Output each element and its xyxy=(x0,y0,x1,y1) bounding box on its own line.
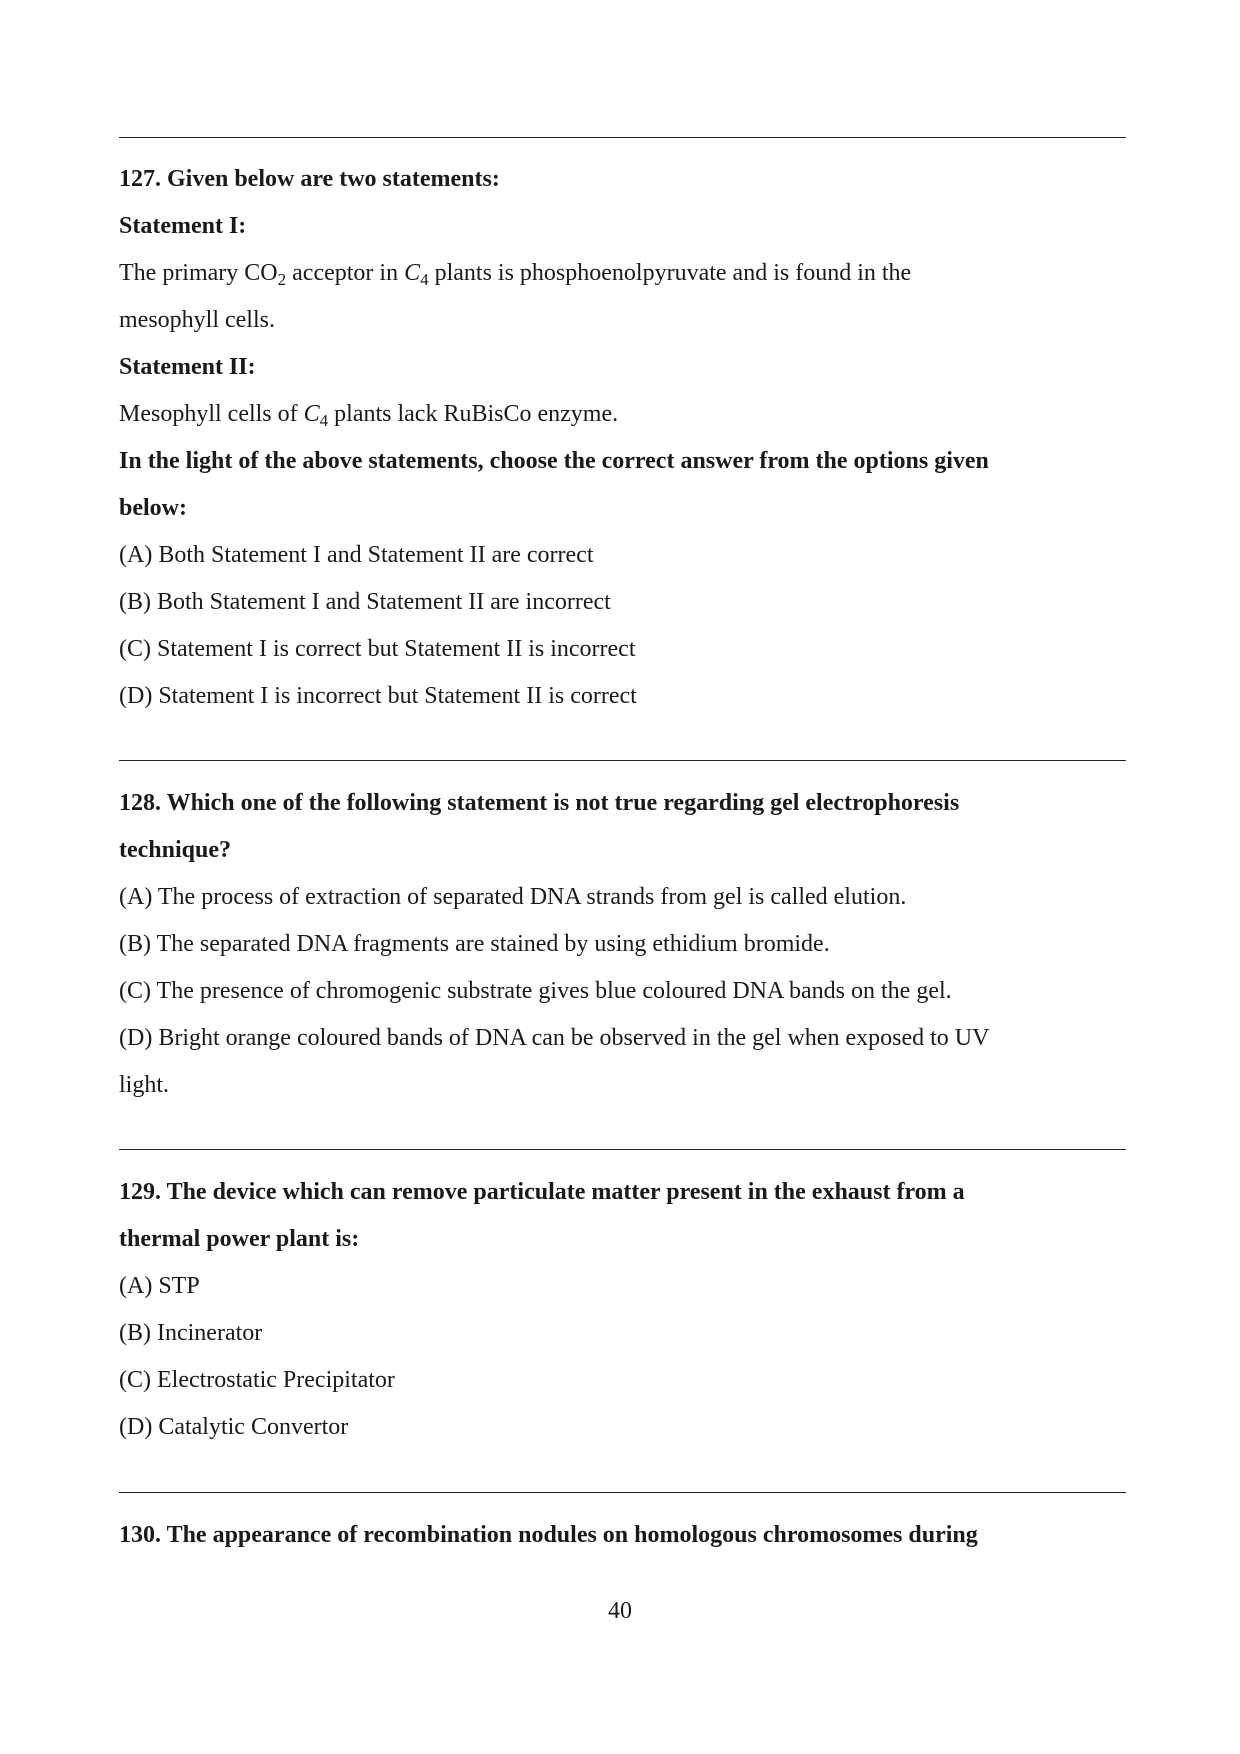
option-a: (A) Both Statement I and Statement II are correct xyxy=(119,542,594,568)
question-129-title-cont: thermal power plant is: xyxy=(119,1226,360,1252)
c4-term: $C_4$ xyxy=(404,260,429,289)
divider xyxy=(119,1492,1126,1493)
text-fragment: acceptor in xyxy=(286,260,405,286)
statement-1-label: Statement I: xyxy=(119,213,247,239)
option-a: (A) The process of extraction of separated DNA strands from gel is called elution. xyxy=(119,884,907,910)
option-b: (B) Incinerator xyxy=(119,1320,263,1346)
instruction-cont: below: xyxy=(119,495,187,521)
option-b: (B) The separated DNA fragments are stained by using ethidium bromide. xyxy=(119,931,830,957)
option-d: (D) Statement I is incorrect but Statement II is correct xyxy=(119,683,637,709)
text-fragment: Mesophyll cells of xyxy=(119,401,304,427)
option-d-cont: light. xyxy=(119,1072,170,1098)
question-128-title: 128. Which one of the following statement is not true regarding gel electrophoresis xyxy=(119,790,960,816)
instruction: In the light of the above statements, choose the correct answer from the options given xyxy=(119,448,989,474)
text-fragment: plants is phosphoenolpyruvate and is found in the xyxy=(428,260,912,286)
text-fragment: The primary xyxy=(119,260,245,286)
option-c: (C) Statement I is correct but Statement II is incorrect xyxy=(119,636,636,662)
option-a: (A) STP xyxy=(119,1273,200,1299)
question-127-title: 127. Given below are two statements: xyxy=(119,166,500,192)
question-130-title: 130. The appearance of recombination nodules on homologous chromosomes during xyxy=(119,1522,978,1548)
divider xyxy=(119,760,1126,761)
statement-2-label: Statement II: xyxy=(119,354,256,380)
divider xyxy=(119,1149,1126,1150)
option-d: (D) Catalytic Convertor xyxy=(119,1414,349,1440)
option-c: (C) Electrostatic Precipitator xyxy=(119,1367,395,1393)
option-c: (C) The presence of chromogenic substrate gives blue coloured DNA bands on the gel. xyxy=(119,978,952,1004)
co2-formula: $CO_2$ xyxy=(244,260,287,289)
text-fragment: plants lack RuBisCo enzyme. xyxy=(328,401,619,427)
statement-1-text xyxy=(119,258,911,288)
divider xyxy=(119,137,1126,138)
page-number: 40 xyxy=(608,1598,632,1624)
question-129-title: 129. The device which can remove particulate matter present in the exhaust from a xyxy=(119,1179,965,1205)
c4-term: $C_4$ xyxy=(303,401,329,430)
option-d: (D) Bright orange coloured bands of DNA can be observed in the gel when exposed to UV xyxy=(119,1025,990,1051)
option-b: (B) Both Statement I and Statement II are incorrect xyxy=(119,589,611,615)
statement-2-text xyxy=(119,399,618,429)
statement-1-text-cont: mesophyll cells. xyxy=(119,307,275,333)
question-128-title-cont: technique? xyxy=(119,837,232,863)
